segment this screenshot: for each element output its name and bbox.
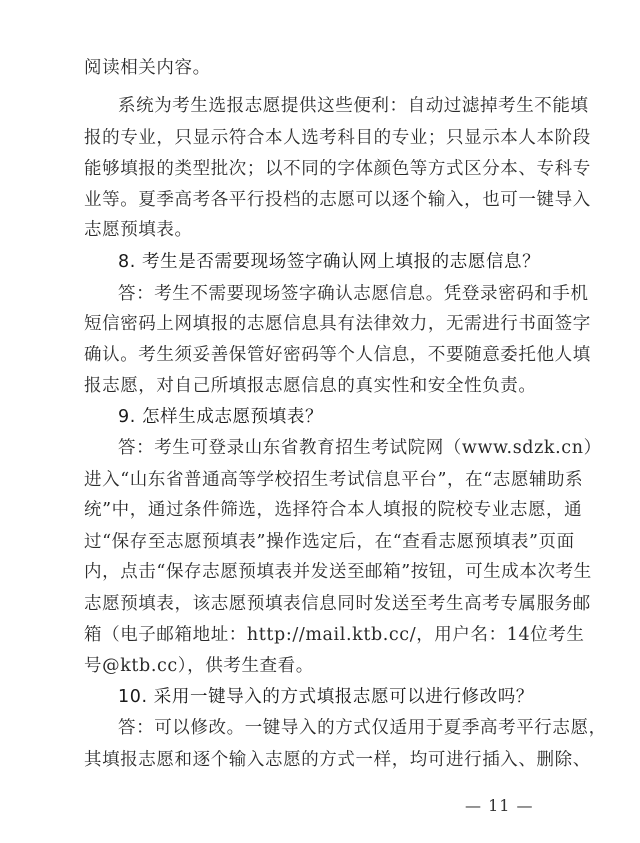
text-line: 统”中，通过条件筛选，选择符合本人填报的院校专业志愿，通 (84, 500, 583, 520)
text-line: 其填报志愿和逐个输入志愿的方式一样，均可进行插入、删除、 (84, 750, 591, 770)
text-line: 箱（电子邮箱地址：http://mail.ktb.cc/，用户名：14位考生 (84, 625, 585, 645)
text-line: 业等。夏季高考各平行投档的志愿可以逐个输入，也可一键导入 (84, 190, 591, 210)
text-line: 志愿预填表。 (84, 220, 193, 240)
text-line: 志愿预填表，该志愿预填表信息同时发送至考生高考专属服务邮 (84, 594, 591, 614)
text-line: 内，点击“保存志愿预填表并发送至邮箱”按钮，可生成本次考生 (84, 562, 592, 582)
text-line: 能够填报的类型批次；以不同的字体颜色等方式区分本、专科专 (84, 159, 591, 179)
text-line: 报的专业，只显示符合本人选考科目的专业；只显示本人本阶段 (84, 128, 591, 148)
text-line: 答：考生可登录山东省教育招生考试院网（www.sdzk.cn） (118, 438, 602, 458)
text-line: 进入“山东省普通高等学校招生考试信息平台”，在“志愿辅助系 (84, 470, 584, 490)
question-heading: 8. 考生是否需要现场签字确认网上填报的志愿信息？ (118, 252, 541, 272)
text-line: 确认。考生须妥善保管好密码等个人信息，不要随意委托他人填 (84, 345, 591, 365)
text-line: 答：考生不需要现场签字确认志愿信息。凭登录密码和手机 (118, 284, 589, 304)
text-line: 系统为考生选报志愿提供这些便利：自动过滤掉考生不能填 (118, 96, 589, 116)
question-heading: 10. 采用一键导入的方式填报志愿可以进行修改吗？ (118, 687, 534, 707)
text-line: 答：可以修改。一键导入的方式仅适用于夏季高考平行志愿， (118, 718, 607, 738)
text-line: 短信密码上网填报的志愿信息具有法律效力，无需进行书面签字 (84, 314, 591, 334)
text-line: 阅读相关内容。 (84, 58, 211, 78)
page-number: — 11 — (465, 796, 534, 815)
text-line: 号@ktb.cc），供考生查看。 (84, 656, 314, 676)
text-line: 报志愿，对自己所填报志愿信息的真实性和安全性负责。 (84, 376, 537, 396)
text-line: 过“保存至志愿预填表”操作选定后，在“查看志愿预填表”页面 (84, 532, 575, 552)
question-heading: 9. 怎样生成志愿预填表？ (118, 407, 324, 427)
